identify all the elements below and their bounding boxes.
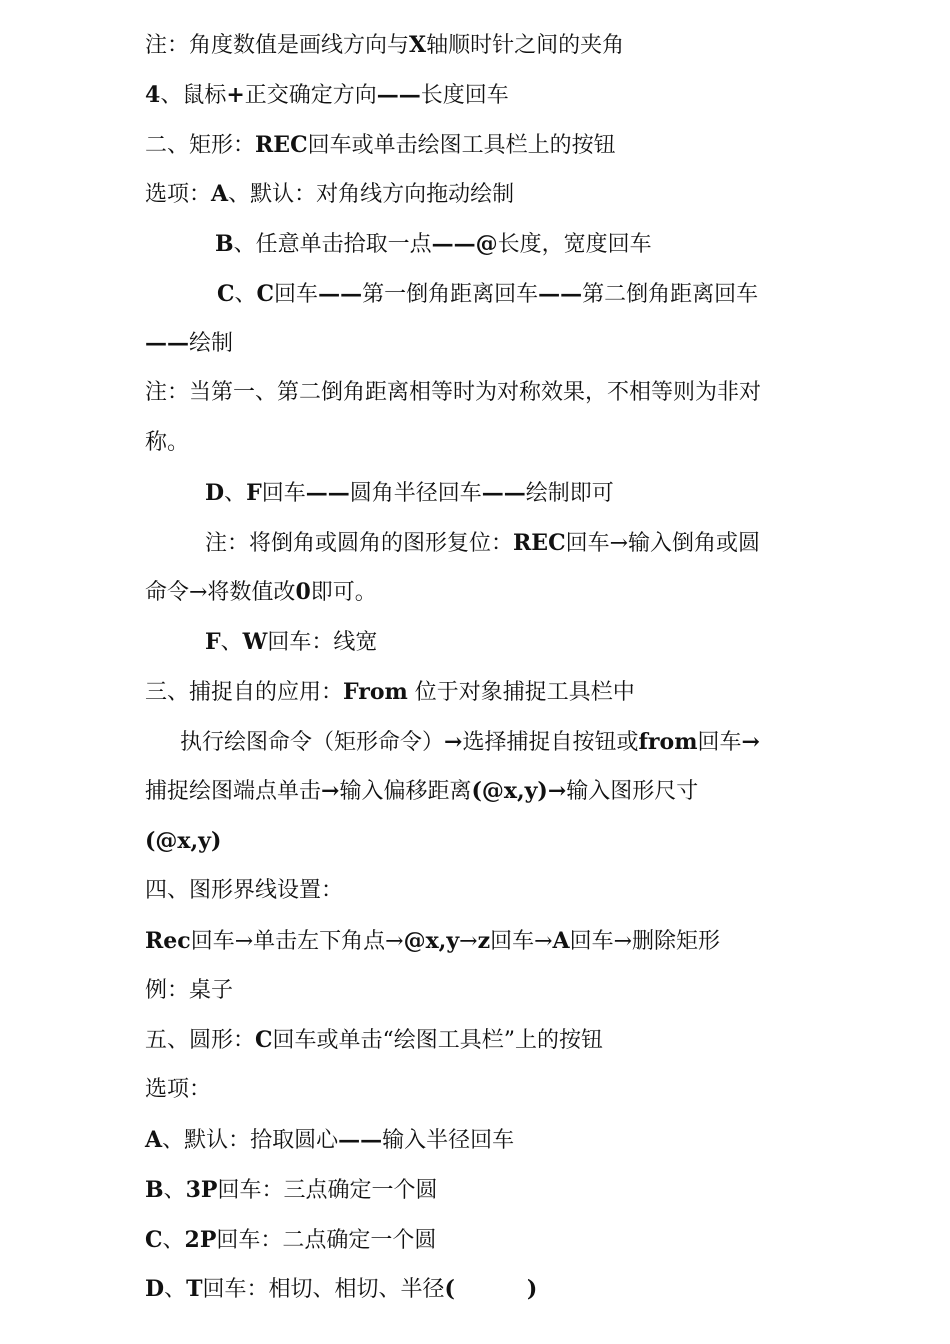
- heading-rectangle: [145, 120, 616, 170]
- text-run: C: [145, 1227, 163, 1253]
- text-run: ): [526, 1276, 538, 1302]
- text-line-rect-option-c-cont: [145, 318, 233, 368]
- text-run: 四、图形界线设置：: [145, 878, 344, 903]
- text-run: 绘制: [189, 331, 234, 356]
- text-run: 圆角半径回车: [349, 481, 482, 506]
- text-run: 回车或单击绘图工具栏上的按钮: [307, 133, 616, 158]
- text-run: 正交确定方向: [244, 83, 377, 108]
- text-run: 执行绘图命令（矩形命令）: [180, 730, 445, 755]
- text-run: 3P: [185, 1177, 218, 1203]
- text-run: 回车: [274, 282, 319, 307]
- text-run: C: [256, 281, 275, 307]
- text-run: 回车: [697, 730, 742, 755]
- text-run: (: [444, 1276, 455, 1302]
- text-run: z: [477, 928, 491, 954]
- text-run: 、默认：对角线方向拖动绘制: [228, 182, 515, 207]
- text-run: 回车或单击“绘图工具栏”上的按钮: [272, 1028, 604, 1053]
- text-run: C: [217, 281, 235, 307]
- text-run: 回车→: [490, 929, 553, 954]
- text-run: 位于对象捕捉工具栏中: [407, 680, 635, 705]
- text-run: 二、矩形：: [145, 133, 256, 158]
- text-run: ——@: [431, 231, 498, 257]
- text-run: 、任意单击拾取一点: [233, 232, 432, 257]
- heading-circle: [145, 1015, 603, 1065]
- text-run: 即可。: [310, 580, 377, 605]
- text-run: 捕捉绘图端点单击: [145, 779, 322, 804]
- text-run: 例：桌子: [145, 978, 234, 1003]
- text-run: 回车：二点确定一个圆: [216, 1228, 437, 1253]
- text-run: 输入偏移距离: [339, 779, 472, 804]
- text-run: ——: [538, 281, 583, 307]
- text-line-circle-options: [145, 1065, 211, 1115]
- text-run: 回车→输入倒角或圆: [565, 531, 761, 556]
- text-line-chamfer-note: [145, 368, 761, 418]
- text-line-snap-steps-cont: [145, 766, 698, 816]
- text-run: A: [211, 181, 229, 207]
- text-run: Rec: [145, 928, 191, 954]
- text-run: (@x,y): [145, 828, 222, 854]
- text-run: 、: [163, 1178, 186, 1203]
- text-line-chamfer-note-cont: [145, 418, 189, 468]
- text-run: 三、捕捉自的应用：: [145, 680, 344, 705]
- text-run: B: [215, 231, 234, 257]
- text-run: 第二倒角距离回车: [582, 282, 759, 307]
- text-run: 、默认：拾取圆心: [162, 1128, 339, 1153]
- text-run: 2P: [184, 1227, 217, 1253]
- text-run: 长度，宽度回车: [497, 232, 652, 257]
- text-line-circle-option-a: [145, 1115, 514, 1165]
- text-run: 选择捕捉自按钮或: [462, 730, 639, 755]
- text-run: ——: [338, 1127, 383, 1153]
- text-run: →: [741, 729, 760, 755]
- text-line-angle-note: [145, 20, 624, 70]
- text-run: 选项：: [145, 1077, 212, 1102]
- text-run: 、: [234, 282, 257, 307]
- text-run: C: [255, 1027, 273, 1053]
- text-run: 回车：相切、相切、半径: [202, 1277, 445, 1302]
- heading-snap-from: [145, 667, 635, 717]
- text-run: ——: [376, 82, 421, 108]
- text-line-circle-option-c: [145, 1215, 436, 1265]
- text-run: 回车→删除矩形: [569, 929, 721, 954]
- text-run: 称。: [145, 430, 190, 455]
- text-run: 输入半径回车: [382, 1128, 515, 1153]
- text-run: 第一倒角距离回车: [362, 282, 539, 307]
- text-run: 4: [145, 82, 161, 108]
- text-line-circle-option-d: [145, 1264, 537, 1314]
- text-run: ——: [305, 480, 350, 506]
- text-run: ——: [481, 480, 526, 506]
- text-line-rect-option-d: [205, 468, 614, 518]
- text-run: 五、圆形：: [145, 1028, 256, 1053]
- text-run: 回车→单击左下角点→: [190, 929, 404, 954]
- text-run: 回车：三点确定一个圆: [217, 1178, 438, 1203]
- text-run: 注：当第一、第二倒角距离相等时为对称效果，不相等则为非对: [145, 380, 762, 405]
- text-line-snap-steps: [180, 717, 760, 767]
- text-run: From: [343, 679, 408, 705]
- text-line-reset-note: [205, 518, 760, 568]
- text-run: W: [242, 629, 268, 655]
- text-run: ——: [318, 281, 363, 307]
- text-run: @x,y: [403, 928, 460, 954]
- text-run: 、: [162, 1228, 185, 1253]
- text-run: →: [547, 778, 567, 804]
- text-run: 回车：线宽: [267, 630, 378, 655]
- text-line-rect-option-b: [215, 219, 652, 269]
- text-run: A: [145, 1127, 163, 1153]
- text-run: D: [205, 480, 225, 506]
- text-run: 、: [224, 481, 247, 506]
- text-run: 轴顺时针之间的夹角: [426, 33, 625, 58]
- text-run: +: [226, 82, 245, 108]
- text-run: F: [246, 480, 262, 506]
- text-run: REC: [255, 132, 308, 158]
- text-line-reset-note-cont: [145, 567, 377, 617]
- text-line-rect-option-f: [205, 617, 377, 667]
- text-run: 选项：: [145, 182, 212, 207]
- text-run: 、: [220, 630, 243, 655]
- text-line-example-table: [145, 966, 233, 1016]
- text-run: →: [321, 778, 340, 804]
- text-run: D: [145, 1276, 165, 1302]
- text-line-limits-steps: [145, 916, 720, 966]
- text-run: 回车: [261, 481, 306, 506]
- text-run: from: [638, 729, 698, 755]
- text-line-circle-option-b: [145, 1165, 438, 1215]
- text-run: 、鼠标: [160, 83, 227, 108]
- text-run: →: [459, 929, 478, 954]
- text-run: T: [186, 1276, 203, 1302]
- heading-limits: [145, 866, 343, 916]
- text-run: ——: [145, 330, 189, 356]
- text-run: B: [145, 1177, 164, 1203]
- text-run: (@x,y): [471, 778, 548, 804]
- text-run: →: [444, 729, 463, 755]
- text-run: 、: [164, 1277, 187, 1302]
- text-run: 命令→将数值改: [145, 580, 296, 605]
- text-line-rect-option-a: [145, 169, 514, 219]
- text-run: A: [552, 928, 570, 954]
- text-run: 注：角度数值是画线方向与: [145, 33, 410, 58]
- text-run: 输入图形尺寸: [566, 779, 699, 804]
- text-run: 长度回车: [420, 83, 509, 108]
- text-run: X: [409, 32, 427, 58]
- text-run: REC: [513, 530, 566, 556]
- text-line-mouse-ortho: [145, 70, 509, 120]
- text-run: 绘制即可: [525, 481, 614, 506]
- text-line-rect-option-c: [217, 269, 758, 319]
- text-run: F: [205, 629, 221, 655]
- text-run: 注：将倒角或圆角的图形复位：: [205, 531, 514, 556]
- text-run: 0: [295, 579, 311, 605]
- text-line-snap-steps-end: [145, 816, 221, 866]
